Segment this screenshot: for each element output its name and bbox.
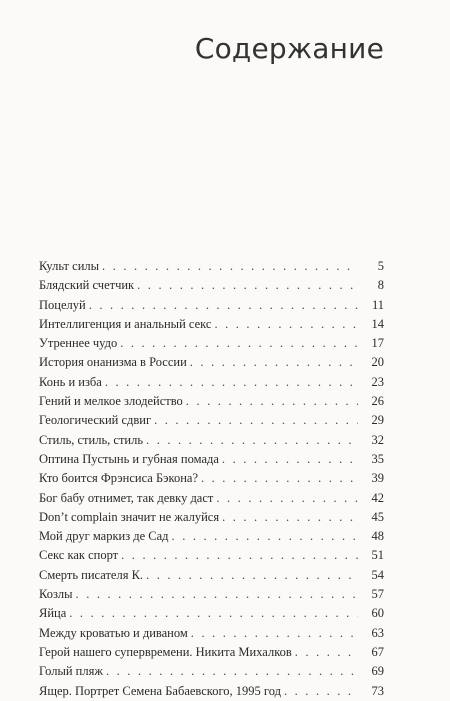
toc-entry (39, 315, 384, 334)
toc-entry (39, 334, 384, 353)
toc-entry (39, 373, 384, 392)
toc-entry (39, 546, 384, 565)
toc-entry-title: Утреннее чудо (39, 336, 118, 351)
toc-entry-page: 20 (371, 355, 384, 370)
toc-entry-title: Мой друг маркиз де Сад (39, 529, 169, 544)
toc-entry-title: Конь и изба (39, 374, 102, 389)
toc-entry-title: Герой нашего супервремени. Никита Михалков (39, 644, 292, 659)
toc-entry (39, 643, 384, 662)
toc-entry-page: 57 (371, 587, 384, 602)
toc-entry-page: 35 (371, 451, 384, 466)
page-title: Содержание (194, 32, 384, 65)
toc-entry-page: 23 (371, 374, 384, 389)
toc-leader-dots (172, 527, 358, 546)
toc-leader-dots (105, 373, 358, 392)
toc-leader-dots (191, 624, 358, 643)
toc-entry-page: 14 (371, 316, 384, 331)
toc-entry-title: Между кроватью и диваном (39, 625, 188, 640)
toc-entry-title: Ящер. Портрет Семена Бабаевского, 1995 год (39, 683, 281, 698)
toc-entry-page: 60 (371, 606, 384, 621)
toc-leader-dots (106, 662, 358, 681)
toc-entry-page: 32 (371, 432, 384, 447)
toc-entry (39, 431, 384, 450)
toc-entry-title: Культ силы (39, 259, 100, 273)
toc-leader-dots (190, 353, 358, 372)
toc-leader-dots (154, 411, 358, 430)
toc-leader-dots (137, 276, 358, 295)
toc-entry (39, 257, 384, 276)
toc-entry-page: 42 (371, 490, 384, 505)
toc-entry-page: 11 (371, 297, 384, 312)
toc-entry-page: 48 (371, 529, 384, 544)
toc-entry (39, 296, 384, 315)
toc-entry-page: 73 (371, 683, 384, 698)
toc-entry-title: Стиль, стиль, стиль (39, 432, 144, 447)
toc-entry (39, 682, 384, 701)
toc-entry-page: 39 (371, 471, 384, 486)
toc-leader-dots (201, 469, 358, 488)
toc-entry-title: Геологический сдвиг (39, 413, 152, 428)
toc-entry-title: История онанизма в России (39, 355, 187, 370)
toc-leader-dots (120, 334, 358, 353)
toc-leader-dots (146, 431, 358, 450)
toc-entry-page: 8 (377, 278, 384, 293)
toc-leader-dots (295, 643, 358, 662)
toc-leader-dots (222, 450, 358, 469)
toc-leader-dots (89, 296, 358, 315)
toc-entry (39, 624, 384, 643)
toc-leader-dots (216, 489, 358, 508)
toc-entry (39, 585, 384, 604)
toc-entry (39, 604, 384, 623)
toc-leader-dots (69, 604, 358, 623)
toc-entry (39, 469, 384, 488)
toc-entry-title: Поцелуй (39, 297, 86, 312)
toc-entry (39, 392, 384, 411)
toc-entry-title: Смерть писателя К. (39, 567, 144, 582)
toc-entry-page: 29 (371, 413, 384, 428)
toc-leader-dots (76, 585, 358, 604)
toc-entry-title: Гений и мелкое злодейство (39, 394, 183, 409)
toc-entry-page: 69 (371, 664, 384, 679)
toc-entry-page: 54 (371, 567, 384, 582)
toc-entry-title: Голый пляж (39, 664, 103, 679)
toc-entry-page: 63 (371, 625, 384, 640)
toc-entry-title: Оптина Пустынь и губная помада (39, 451, 219, 466)
toc-entry-page: 67 (371, 644, 384, 659)
toc-entry-page: 51 (371, 548, 384, 563)
toc-entry-title: Don’t complain значит не жалуйся (39, 509, 220, 524)
toc-entry-title: Секс как спорт (39, 548, 119, 563)
toc-leader-dots (146, 566, 358, 585)
toc-entry (39, 450, 384, 469)
toc-entry-title: Интеллигенция и анальный секс (39, 316, 212, 331)
toc-leader-dots (186, 392, 358, 411)
toc-entry (39, 489, 384, 508)
toc-entry (39, 662, 384, 681)
toc-entry (39, 411, 384, 430)
toc-leader-dots (102, 257, 358, 276)
toc-entry (39, 353, 384, 372)
toc-entry-title: Блядский счетчик (39, 278, 135, 293)
toc-entry-page: 5 (377, 259, 384, 273)
toc-entry-title: Бог бабу отнимет, так девку даст (39, 490, 214, 505)
toc-leader-dots (214, 315, 358, 334)
toc-leader-dots (121, 546, 358, 565)
toc-entry (39, 566, 384, 585)
toc-entry-title: Козлы (39, 587, 73, 602)
toc-entry (39, 276, 384, 295)
toc-entry (39, 527, 384, 546)
toc-entry-page: 45 (371, 509, 384, 524)
toc-leader-dots (222, 508, 358, 527)
toc-entry-title: Яйца (39, 606, 67, 621)
toc-leader-dots (284, 682, 358, 701)
table-of-contents (39, 257, 384, 701)
toc-entry-title: Кто боится Фрэнсиса Бэкона? (39, 471, 198, 486)
toc-entry-page: 26 (371, 394, 384, 409)
toc-entry (39, 508, 384, 527)
toc-entry-page: 17 (371, 336, 384, 351)
